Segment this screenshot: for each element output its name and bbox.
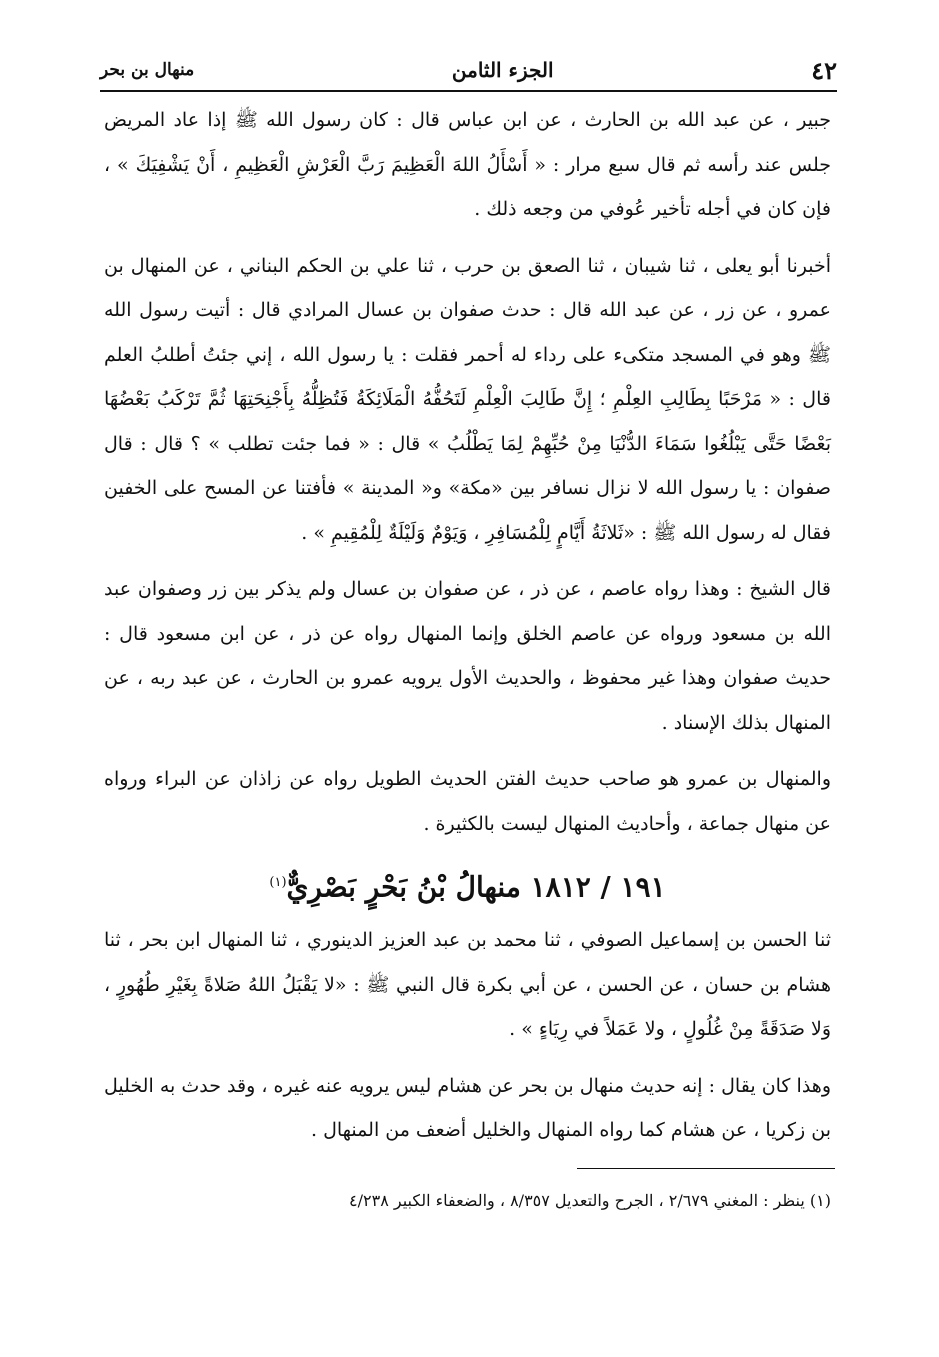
footnote: (١) ينظر : المغني ٢/٦٧٩ ، الجرح والتعديل ٨/٣٥٧ ، والضعفاء الكبير ٤/٢٣٨ [349,1191,831,1210]
footnote-divider [577,1168,835,1169]
paragraph: قال الشيخ : وهذا رواه عاصم ، عن ذر ، عن صفوان بن عسال ولم يذكر بين زر وصفوان عبد الله بن مسعود ورواه عن عاصم الخلق وإنما المنهال رواه عن ذر ، عن ابن مسعود قال : حديث صفوان وهذا غير محفوظ ، والحديث الأول يرويه عمرو بن الحارث ، عن عبد ربه ، عن المنهال بذلك الإسناد . [104,578,831,734]
paragraph: أخبرنا أبو يعلى ، ثنا شيبان ، ثنا الصعق بن حرب ، ثنا علي بن الحكم البناني ، عن المنهال بن عمرو ، عن زر ، عن عبد الله قال : حدث صفوان بن عسال المرادي قال : أتيت رسول الله ﷺ وهو في المسجد متكىء على رداء له أحمر فقلت : يا رسول الله ، إني جئتُ أطلبُ العلم قال : « مَرْحَبًا بِطَالِبِ العِلْمِ ؛ إِنَّ طَالِبَ الْعِلْمِ لَتَحُفُّهُ الْمَلَائِكَةُ فَتُظِلُّهُ بِأَجْنِحَتِهَا ثُمَّ تَرْكَبُ بَعْضُهَا بَعْضًا حَتَّى يَبْلُغُوا سَمَاءَ الدُّنْيَا مِنْ حُبِّهِمْ لِمَا يَطْلُبُ » قال : « فما جئت تطلب » ؟ قال : قال صفوان : يا رسول الله لا نزال نسافر بين «مكة» و« المدينة » فأفتنا عن المسح على الخفين فقال له رسول الله ﷺ : «ثَلاثَةُ أَيَّامٍ لِلْمُسَافِرِ ، وَيَوْمٌ وَلَيْلَةٌ لِلْمُقِيمِ » . [104,254,831,544]
page-number: ٤٢ [811,55,837,85]
running-title: منهال بن بحر [100,60,195,80]
footnote-marker: (١) [269,875,287,890]
paragraph: وهذا كان يقال : إنه حديث منهال بن بحر عن هشام ليس يرويه عنه غيره ، وقد حدث به الخليل بن زكريا ، عن هشام كما رواه المنهال والخليل أضعف من المنهال . [104,1074,831,1142]
header-divider [100,90,837,92]
entry-heading-text: ١٩١ / ١٨١٢ منهالُ بْنُ بَحْرٍ بَصْرِيٌّ [286,870,666,904]
paragraph: جبير ، عن عبد الله بن الحارث ، عن ابن عباس قال : كان رسول الله ﷺ إذا عاد المريض جلس عند رأسه ثم قال سبع مرار : « أَسْأَلُ اللهَ الْعَظِيمَ رَبَّ الْعَرْشِ الْعَظِيمِ ، أَنْ يَشْفِيَكَ » ، فإن كان في أجله تأخير عُوفي من وجعه ذلك . [104,109,831,220]
paragraph: والمنهال بن عمرو هو صاحب حديث الفتن الحديث الطويل رواه عن زاذان عن البراء ورواه عن منهال جماعة ، وأحاديث المنهال ليست بالكثيرة . [104,768,831,835]
page-header [100,52,837,88]
main-text [104,98,831,1165]
part-title: الجزء الثامن [451,58,554,82]
paragraph: ثنا الحسن بن إسماعيل الصوفي ، ثنا محمد بن عبد العزيز الدينوري ، ثنا المنهال ابن بحر ، ثنا هشام بن حسان ، عن الحسن ، عن أبي بكرة قال النبي ﷺ : «لا يَقْبَلُ اللهُ صَلاةً بِغَيْرِ طُهُورٍ ، وَلا صَدَقَةً مِنْ غُلُولٍ ، ولا عَمَلاً في رِيَاءٍ » . [104,929,831,1041]
entry-heading [104,858,831,912]
